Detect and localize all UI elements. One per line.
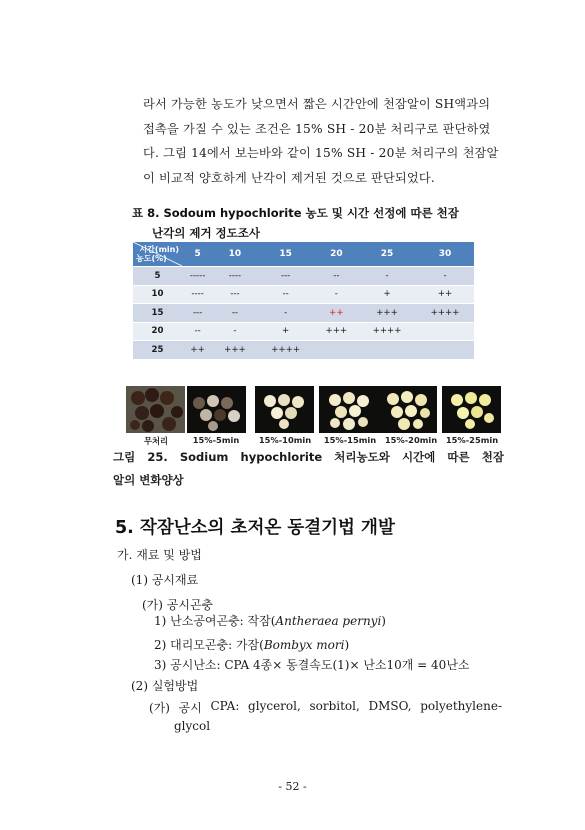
dark-eggs-image bbox=[126, 386, 185, 433]
result-cell: +++ bbox=[358, 303, 416, 322]
caption-word: Sodium bbox=[179, 450, 229, 464]
item-surrogate bbox=[154, 636, 349, 653]
photo-15min bbox=[319, 386, 378, 433]
photo-label: 15%-25min bbox=[445, 435, 499, 445]
page-number: - 52 - bbox=[278, 780, 307, 793]
result-cell: - bbox=[416, 266, 474, 285]
figure-caption bbox=[113, 446, 504, 492]
item-test-ovaries: 3) 공시난소: CPA 4종× 동결속도(1)× 난소10개 = 40난소 bbox=[154, 658, 470, 672]
result-cell: +++ bbox=[213, 340, 256, 359]
eggs-5min-image bbox=[187, 386, 246, 433]
conc-cell: 5 bbox=[133, 266, 182, 285]
table-row bbox=[133, 340, 474, 359]
result-cell: -- bbox=[182, 322, 213, 341]
result-cell: +++ bbox=[315, 322, 358, 341]
item-cpa-line bbox=[149, 699, 502, 716]
photo-10min bbox=[255, 386, 314, 433]
caption-word: hypochlorite bbox=[240, 450, 323, 464]
item-test-insects: (가) 공시곤충 bbox=[142, 598, 214, 612]
table-caption-line1: 표 8. Sodoum hypochlorite 농도 및 시간 선정에 따른 천잠 bbox=[132, 206, 459, 220]
time-header: 15 bbox=[257, 242, 315, 266]
result-cell: ++++ bbox=[358, 322, 416, 341]
photo-5min bbox=[187, 386, 246, 433]
result-cell: ---- bbox=[182, 285, 213, 304]
item-cpa-continuation: glycol bbox=[174, 719, 211, 733]
donor-prefix: 1) 난소공여곤충: 작잠( bbox=[154, 614, 276, 628]
surrogate-suffix: ) bbox=[344, 638, 350, 652]
time-header: 5 bbox=[182, 242, 213, 266]
intro-line: 접촉을 가질 수 있는 조건은 15% SH - 20분 처리구로 판단하였 bbox=[143, 121, 491, 136]
intro-paragraph bbox=[143, 92, 513, 190]
photo-label: 15%-5min bbox=[192, 435, 240, 445]
result-cell: -- bbox=[257, 285, 315, 304]
intro-line: 이 비교적 양호하게 난각이 제거된 것으로 판단되었다. bbox=[143, 170, 435, 185]
result-cell: ---- bbox=[213, 266, 256, 285]
time-header: 10 bbox=[213, 242, 256, 266]
item-ovary-donor bbox=[154, 612, 386, 629]
time-header: 25 bbox=[358, 242, 416, 266]
photo-20min bbox=[378, 386, 437, 433]
caption-word: 25. bbox=[147, 450, 168, 464]
conc-cell: 15 bbox=[133, 303, 182, 322]
result-cell: - bbox=[315, 285, 358, 304]
cpa-word: glycerol, bbox=[248, 699, 301, 713]
cpa-word: polyethylene- bbox=[420, 699, 502, 713]
cpa-word: (가) bbox=[149, 701, 170, 715]
surrogate-species: Bombyx mori bbox=[263, 638, 345, 652]
table-row bbox=[133, 285, 474, 304]
result-cell: ++++ bbox=[257, 340, 315, 359]
caption-word: 그림 bbox=[113, 450, 136, 464]
intro-line: 라서 가능한 농도가 낮으면서 짧은 시간안에 천잠알이 SH액과의 bbox=[143, 97, 491, 111]
conc-cell: 20 bbox=[133, 322, 182, 341]
photo-label: 15%-15min bbox=[323, 435, 377, 445]
figure-caption-line1 bbox=[113, 446, 504, 469]
result-cell: --- bbox=[182, 303, 213, 322]
result-cell: --- bbox=[213, 285, 256, 304]
result-cell: - bbox=[213, 322, 256, 341]
table-row bbox=[133, 322, 474, 341]
cpa-word: sorbitol, bbox=[309, 699, 360, 713]
result-cell bbox=[315, 340, 358, 359]
donor-species: Antheraea pernyi bbox=[275, 614, 382, 628]
caption-word: 처리농도와 bbox=[334, 450, 390, 464]
result-cell: ----- bbox=[182, 266, 213, 285]
result-cell: -- bbox=[213, 303, 256, 322]
cpa-word: CPA: bbox=[210, 699, 240, 713]
result-cell bbox=[416, 340, 474, 359]
result-cell-highlight: ++ bbox=[315, 303, 358, 322]
intro-line: 다. 그림 14에서 보는바와 같이 15% SH - 20분 처리구의 천잠알 bbox=[143, 146, 499, 160]
subsection-ga: 가. 재료 및 방법 bbox=[117, 548, 202, 562]
caption-word: 따른 bbox=[447, 450, 470, 464]
result-cell: - bbox=[358, 266, 416, 285]
cpa-word: DMSO, bbox=[368, 699, 412, 713]
cpa-word: 공시 bbox=[178, 701, 202, 715]
table-row bbox=[133, 266, 474, 285]
photo-untreated bbox=[126, 386, 185, 433]
table-header-row bbox=[133, 242, 474, 266]
surrogate-prefix: 2) 대리모곤충: 가잠( bbox=[154, 638, 264, 652]
section-title: 5. 작잠난소의 초저온 동결기법 개발 bbox=[115, 518, 395, 538]
item-materials: (1) 공시재료 bbox=[131, 573, 199, 587]
caption-word: 시간에 bbox=[401, 450, 436, 464]
result-cell: ++++ bbox=[416, 303, 474, 322]
time-header: 30 bbox=[416, 242, 474, 266]
figure-caption-line2: 알의 변화양상 bbox=[113, 473, 184, 487]
conc-cell: 25 bbox=[133, 340, 182, 359]
table-corner-cell bbox=[133, 242, 182, 266]
donor-suffix: ) bbox=[381, 614, 386, 628]
table-caption-line2: 난각의 제거 정도조사 bbox=[152, 226, 260, 240]
result-cell: -- bbox=[315, 266, 358, 285]
eggs-10min-image bbox=[255, 386, 314, 433]
eggs-15min-image bbox=[319, 386, 378, 433]
photo-label: 15%-20min bbox=[384, 435, 438, 445]
removal-degree-table bbox=[133, 242, 474, 359]
result-cell: + bbox=[257, 322, 315, 341]
result-cell bbox=[416, 322, 474, 341]
photo-label: 무처리 bbox=[143, 436, 169, 446]
result-cell bbox=[358, 340, 416, 359]
caption-word: 천잠 bbox=[481, 450, 504, 464]
eggs-20min-image bbox=[378, 386, 437, 433]
result-cell: --- bbox=[257, 266, 315, 285]
time-header: 20 bbox=[315, 242, 358, 266]
item-methods: (2) 실험방법 bbox=[131, 679, 199, 693]
photo-label: 15%-10min bbox=[258, 435, 312, 445]
result-cell: + bbox=[358, 285, 416, 304]
result-cell: ++ bbox=[416, 285, 474, 304]
photo-25min bbox=[442, 386, 501, 433]
result-cell: ++ bbox=[182, 340, 213, 359]
eggs-25min-image bbox=[442, 386, 501, 433]
result-cell: - bbox=[257, 303, 315, 322]
conc-cell: 10 bbox=[133, 285, 182, 304]
corner-conc-label: 농도(%) bbox=[136, 254, 167, 263]
corner-time-label: 시간(min) bbox=[139, 245, 179, 254]
table-row bbox=[133, 303, 474, 322]
